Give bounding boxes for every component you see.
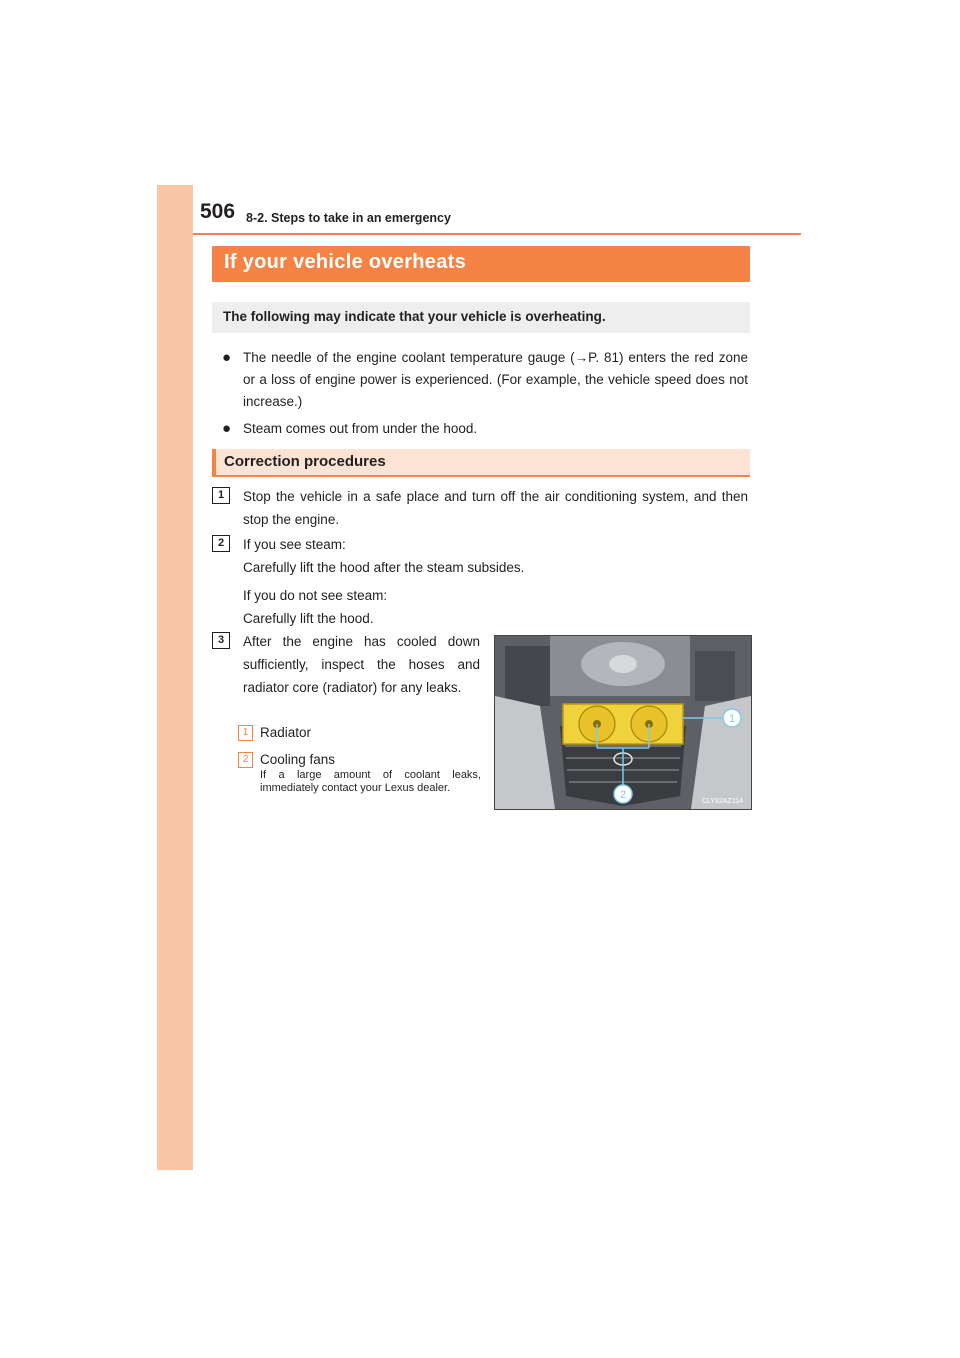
figure-callout-1: 1 [728, 713, 736, 725]
list-item: ● The needle of the engine coolant temperature gauge (→P. 81) enters the red zone or a loss of engine power is experienced. (For example, the vehicle speed does not increase.) [222, 349, 748, 409]
header-rule [193, 233, 801, 235]
engine-bay-figure [494, 635, 752, 810]
step-2-text: If you see steam: Carefully lift the hood after the steam subsides. If you do not see steam: Carefully lift the hood. [243, 537, 525, 626]
step-3-text: After the engine has cooled down sufficiently, inspect the hoses and radiator core (radiator) for any leaks. [243, 634, 480, 695]
correction-heading: Correction procedures [212, 449, 750, 477]
step-badge-1: 1 [212, 487, 230, 504]
callout-radiator: 1 Radiator [238, 725, 311, 741]
figure-code: CLY82AZ114 [702, 798, 743, 805]
page-number: 506 [200, 200, 236, 223]
bullet-icon: ● [222, 420, 232, 437]
list-item: ● Steam comes out from under the hood. [222, 418, 748, 440]
step-1-text: Stop the vehicle in a safe place and turn off the air conditioning system, and then stop the engine. [243, 489, 748, 527]
callout-number: 2 [238, 752, 253, 768]
side-tab-strip [157, 185, 193, 1170]
step-badge-3: 3 [212, 632, 230, 649]
bullet-icon: ● [222, 349, 232, 366]
section-title: 8-2. Steps to take in an emergency [246, 211, 451, 225]
figure-callout-2: 2 [619, 789, 627, 801]
coolant-note: If a large amount of coolant leaks, immediately contact your Lexus dealer. [260, 769, 481, 794]
callout-cooling-fans: 2 Cooling fans [238, 752, 335, 768]
intro-box: The following may indicate that your vehicle is overheating. [212, 302, 750, 333]
step-badge-2: 2 [212, 535, 230, 552]
page-title: If your vehicle overheats [212, 246, 750, 282]
symptom-list [222, 347, 748, 445]
callout-number: 1 [238, 725, 253, 741]
